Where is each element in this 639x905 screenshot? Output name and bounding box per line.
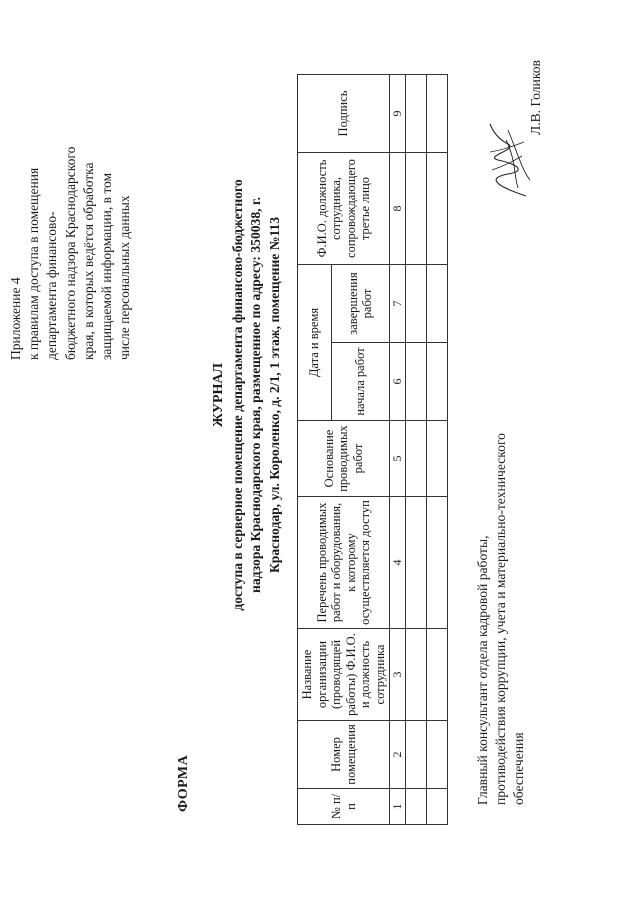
appendix-line: к правилам доступа в помещения (26, 167, 42, 360)
table-cell (426, 75, 447, 153)
appendix-line: защищаемой информации, в том (99, 172, 115, 360)
column-number: 3 (390, 629, 406, 721)
journal-heading: ЖУРНАЛ (211, 363, 226, 427)
appendix-line: департамента финансово- (44, 211, 60, 360)
signer-name: Л.В. Голиков (528, 60, 543, 135)
journal-title (210, 160, 284, 630)
table-cell (405, 343, 426, 421)
appendix-line: бюджетного надзора Краснодарского (62, 146, 78, 360)
title-line: надзора Краснодарского края, размещенное по адресу: 350038, г. (248, 197, 263, 593)
header-start: начала работ (331, 343, 389, 421)
column-number: 6 (390, 343, 406, 421)
table-row (405, 75, 426, 825)
header-end: завершения работ (331, 265, 389, 343)
column-number: 1 (390, 789, 406, 825)
signatory-position (474, 433, 528, 805)
header-organization: Название организации (проводящей работы) Ф.И.О. и должность сотрудника (298, 629, 390, 721)
form-label: ФОРМА (176, 754, 191, 812)
column-number: 8 (390, 153, 406, 265)
table-cell (426, 497, 447, 629)
table-cell (405, 629, 426, 721)
header-signature: Подпись (298, 75, 390, 153)
appendix-line: Приложение 4 (8, 277, 23, 360)
header-escort: Ф.И.О. должность сотрудника, сопровождающего третье лицо (298, 153, 390, 265)
footer-line: обеспечения (511, 732, 526, 805)
header-basis: Основание проводимых работ (298, 421, 390, 497)
appendix-line: края, в которых ведётся обработка (80, 162, 96, 360)
header-number: № п/п (298, 789, 390, 825)
header-room: Номер помещения (298, 721, 390, 789)
table-cell (405, 721, 426, 789)
table-header-row (298, 75, 332, 825)
column-number: 5 (390, 421, 406, 497)
table-cell (426, 721, 447, 789)
table-cell (426, 265, 447, 343)
title-line: Краснодар, ул. Короленко, д. 2/1, 1 этаж, помещение №113 (266, 216, 282, 574)
table-number-row (390, 75, 406, 825)
column-number: 4 (390, 497, 406, 629)
table-cell (426, 789, 447, 825)
header-works: Перечень проводимых работ и оборудования, к которому осуществляется доступ (298, 497, 390, 629)
table-cell (426, 629, 447, 721)
table-cell (426, 343, 447, 421)
table-cell (405, 265, 426, 343)
appendix-note (7, 40, 134, 360)
column-number: 9 (390, 75, 406, 153)
table-row (426, 75, 447, 825)
footer-line: Главный консультант отдела кадровой работы, (475, 535, 490, 805)
title-line: доступа в серверное помещение департамента финансово-бюджетного (229, 179, 245, 611)
header-datetime: Дата и время (298, 265, 332, 421)
table-cell (405, 75, 426, 153)
table-cell (405, 497, 426, 629)
table-cell (426, 421, 447, 497)
column-number: 2 (390, 721, 406, 789)
table-cell (426, 153, 447, 265)
table-cell (405, 789, 426, 825)
appendix-line: числе персональных данных (117, 195, 133, 360)
table-cell (405, 153, 426, 265)
column-number: 7 (390, 265, 406, 343)
table-cell (405, 421, 426, 497)
journal-table (297, 74, 448, 825)
footer-line: противодействия коррупции, учета и материально-технического (493, 433, 508, 805)
